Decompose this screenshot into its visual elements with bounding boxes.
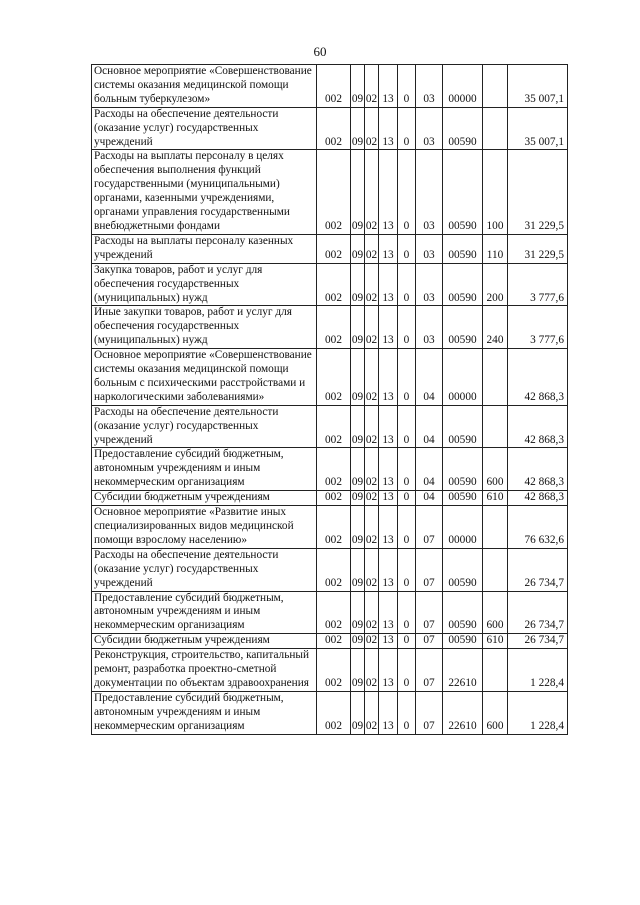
subprogram-code: 0 xyxy=(398,506,416,549)
subsection-code: 02 xyxy=(365,405,379,448)
section-code: 09 xyxy=(351,448,365,491)
program-code: 13 xyxy=(379,448,398,491)
program-code: 13 xyxy=(379,405,398,448)
subprogram-code: 0 xyxy=(398,448,416,491)
ministry-code: 002 xyxy=(317,349,351,406)
direction-code: 00000 xyxy=(443,506,483,549)
amount: 26 734,7 xyxy=(508,634,568,649)
program-code: 13 xyxy=(379,491,398,506)
ministry-code: 002 xyxy=(317,150,351,234)
event-code: 07 xyxy=(416,506,443,549)
program-code: 13 xyxy=(379,107,398,150)
event-code: 04 xyxy=(416,448,443,491)
subsection-code: 02 xyxy=(365,263,379,306)
expense-type-code xyxy=(483,548,508,591)
direction-code: 22610 xyxy=(443,691,483,734)
program-code: 13 xyxy=(379,263,398,306)
direction-code: 00590 xyxy=(443,150,483,234)
section-code: 09 xyxy=(351,491,365,506)
expense-type-code xyxy=(483,649,508,692)
section-code: 09 xyxy=(351,306,365,349)
table-row xyxy=(92,234,568,263)
ministry-code: 002 xyxy=(317,591,351,634)
amount: 26 734,7 xyxy=(508,591,568,634)
ministry-code: 002 xyxy=(317,691,351,734)
program-code: 13 xyxy=(379,65,398,108)
event-code: 03 xyxy=(416,65,443,108)
row-name: Расходы на выплаты персоналу в целях обеспечения выполнения функций государственными (муниципальными) органами, казенными учреждениями, органами управления государственными внебюджетными фондами xyxy=(92,150,317,234)
table-row xyxy=(92,506,568,549)
table-row xyxy=(92,691,568,734)
ministry-code: 002 xyxy=(317,234,351,263)
table-row xyxy=(92,107,568,150)
program-code: 13 xyxy=(379,150,398,234)
event-code: 03 xyxy=(416,150,443,234)
section-code: 09 xyxy=(351,548,365,591)
table-row xyxy=(92,448,568,491)
expense-type-code xyxy=(483,405,508,448)
subprogram-code: 0 xyxy=(398,548,416,591)
direction-code: 00590 xyxy=(443,548,483,591)
subprogram-code: 0 xyxy=(398,306,416,349)
subprogram-code: 0 xyxy=(398,405,416,448)
direction-code: 00590 xyxy=(443,491,483,506)
row-name: Иные закупки товаров, работ и услуг для обеспечения государственных (муниципальных) нужд xyxy=(92,306,317,349)
expense-type-code: 110 xyxy=(483,234,508,263)
table-row xyxy=(92,491,568,506)
program-code: 13 xyxy=(379,506,398,549)
subsection-code: 02 xyxy=(365,65,379,108)
section-code: 09 xyxy=(351,634,365,649)
direction-code: 00000 xyxy=(443,349,483,406)
subprogram-code: 0 xyxy=(398,150,416,234)
event-code: 03 xyxy=(416,107,443,150)
subprogram-code: 0 xyxy=(398,491,416,506)
amount: 3 777,6 xyxy=(508,263,568,306)
program-code: 13 xyxy=(379,234,398,263)
table-row xyxy=(92,349,568,406)
subprogram-code: 0 xyxy=(398,65,416,108)
expense-type-code xyxy=(483,506,508,549)
direction-code: 00590 xyxy=(443,263,483,306)
table-row xyxy=(92,65,568,108)
section-code: 09 xyxy=(351,649,365,692)
event-code: 07 xyxy=(416,548,443,591)
subprogram-code: 0 xyxy=(398,234,416,263)
subprogram-code: 0 xyxy=(398,634,416,649)
amount: 42 868,3 xyxy=(508,405,568,448)
section-code: 09 xyxy=(351,150,365,234)
direction-code: 00590 xyxy=(443,107,483,150)
table-row xyxy=(92,649,568,692)
expense-type-code xyxy=(483,65,508,108)
table-row xyxy=(92,150,568,234)
subprogram-code: 0 xyxy=(398,649,416,692)
direction-code: 22610 xyxy=(443,649,483,692)
subprogram-code: 0 xyxy=(398,691,416,734)
event-code: 07 xyxy=(416,634,443,649)
section-code: 09 xyxy=(351,65,365,108)
event-code: 04 xyxy=(416,349,443,406)
ministry-code: 002 xyxy=(317,448,351,491)
subsection-code: 02 xyxy=(365,150,379,234)
ministry-code: 002 xyxy=(317,306,351,349)
table-row xyxy=(92,548,568,591)
budget-table-body xyxy=(92,65,568,735)
event-code: 04 xyxy=(416,491,443,506)
ministry-code: 002 xyxy=(317,491,351,506)
program-code: 13 xyxy=(379,634,398,649)
subsection-code: 02 xyxy=(365,691,379,734)
subsection-code: 02 xyxy=(365,634,379,649)
section-code: 09 xyxy=(351,107,365,150)
ministry-code: 002 xyxy=(317,107,351,150)
amount: 76 632,6 xyxy=(508,506,568,549)
amount: 42 868,3 xyxy=(508,448,568,491)
event-code: 03 xyxy=(416,306,443,349)
expense-type-code: 100 xyxy=(483,150,508,234)
subprogram-code: 0 xyxy=(398,349,416,406)
ministry-code: 002 xyxy=(317,65,351,108)
expense-type-code: 200 xyxy=(483,263,508,306)
event-code: 07 xyxy=(416,591,443,634)
direction-code: 00590 xyxy=(443,591,483,634)
subprogram-code: 0 xyxy=(398,263,416,306)
section-code: 09 xyxy=(351,263,365,306)
amount: 1 228,4 xyxy=(508,691,568,734)
table-row xyxy=(92,405,568,448)
amount: 35 007,1 xyxy=(508,107,568,150)
table-row xyxy=(92,634,568,649)
subsection-code: 02 xyxy=(365,349,379,406)
amount: 31 229,5 xyxy=(508,150,568,234)
row-name: Расходы на обеспечение деятельности (оказание услуг) государственных учреждений xyxy=(92,107,317,150)
row-name: Предоставление субсидий бюджетным, автономным учреждениям и иным некоммерческим организациям xyxy=(92,691,317,734)
expense-type-code: 240 xyxy=(483,306,508,349)
direction-code: 00590 xyxy=(443,448,483,491)
row-name: Предоставление субсидий бюджетным, автономным учреждениям и иным некоммерческим организациям xyxy=(92,591,317,634)
amount: 35 007,1 xyxy=(508,65,568,108)
ministry-code: 002 xyxy=(317,263,351,306)
subsection-code: 02 xyxy=(365,448,379,491)
subsection-code: 02 xyxy=(365,506,379,549)
section-code: 09 xyxy=(351,405,365,448)
amount: 31 229,5 xyxy=(508,234,568,263)
amount: 26 734,7 xyxy=(508,548,568,591)
section-code: 09 xyxy=(351,349,365,406)
ministry-code: 002 xyxy=(317,649,351,692)
direction-code: 00590 xyxy=(443,306,483,349)
row-name: Субсидии бюджетным учреждениям xyxy=(92,491,317,506)
subsection-code: 02 xyxy=(365,591,379,634)
amount: 3 777,6 xyxy=(508,306,568,349)
row-name: Основное мероприятие «Совершенствование системы оказания медицинской помощи больным с психическими расстройствами и наркологическими заболеваниями» xyxy=(92,349,317,406)
amount: 42 868,3 xyxy=(508,491,568,506)
section-code: 09 xyxy=(351,506,365,549)
row-name: Реконструкция, строительство, капитальный ремонт, разработка проектно-сметной документации по объектам здравоохранения xyxy=(92,649,317,692)
table-row xyxy=(92,306,568,349)
section-code: 09 xyxy=(351,234,365,263)
expense-type-code: 600 xyxy=(483,591,508,634)
row-name: Основное мероприятие «Развитие иных специализированных видов медицинской помощи взрослому населению» xyxy=(92,506,317,549)
amount: 1 228,4 xyxy=(508,649,568,692)
ministry-code: 002 xyxy=(317,405,351,448)
direction-code: 00590 xyxy=(443,234,483,263)
program-code: 13 xyxy=(379,591,398,634)
expense-type-code xyxy=(483,107,508,150)
direction-code: 00590 xyxy=(443,634,483,649)
program-code: 13 xyxy=(379,691,398,734)
event-code: 03 xyxy=(416,263,443,306)
page-number: 60 xyxy=(313,44,327,59)
subsection-code: 02 xyxy=(365,649,379,692)
row-name: Закупка товаров, работ и услуг для обеспечения государственных (муниципальных) нужд xyxy=(92,263,317,306)
program-code: 13 xyxy=(379,649,398,692)
subprogram-code: 0 xyxy=(398,591,416,634)
ministry-code: 002 xyxy=(317,634,351,649)
subsection-code: 02 xyxy=(365,306,379,349)
ministry-code: 002 xyxy=(317,548,351,591)
direction-code: 00590 xyxy=(443,405,483,448)
section-code: 09 xyxy=(351,691,365,734)
ministry-code: 002 xyxy=(317,506,351,549)
section-code: 09 xyxy=(351,591,365,634)
expense-type-code: 610 xyxy=(483,634,508,649)
budget-table xyxy=(91,64,568,735)
row-name: Основное мероприятие «Совершенствование системы оказания медицинской помощи больным туберкулезом» xyxy=(92,65,317,108)
direction-code: 00000 xyxy=(443,65,483,108)
event-code: 04 xyxy=(416,405,443,448)
event-code: 07 xyxy=(416,691,443,734)
subsection-code: 02 xyxy=(365,548,379,591)
subprogram-code: 0 xyxy=(398,107,416,150)
row-name: Субсидии бюджетным учреждениям xyxy=(92,634,317,649)
program-code: 13 xyxy=(379,306,398,349)
event-code: 07 xyxy=(416,649,443,692)
expense-type-code: 610 xyxy=(483,491,508,506)
table-row xyxy=(92,591,568,634)
event-code: 03 xyxy=(416,234,443,263)
subsection-code: 02 xyxy=(365,107,379,150)
expense-type-code: 600 xyxy=(483,448,508,491)
expense-type-code xyxy=(483,349,508,406)
amount: 42 868,3 xyxy=(508,349,568,406)
row-name: Расходы на выплаты персоналу казенных учреждений xyxy=(92,234,317,263)
row-name: Расходы на обеспечение деятельности (оказание услуг) государственных учреждений xyxy=(92,548,317,591)
row-name: Предоставление субсидий бюджетным, автономным учреждениям и иным некоммерческим организациям xyxy=(92,448,317,491)
row-name: Расходы на обеспечение деятельности (оказание услуг) государственных учреждений xyxy=(92,405,317,448)
program-code: 13 xyxy=(379,349,398,406)
program-code: 13 xyxy=(379,548,398,591)
subsection-code: 02 xyxy=(365,234,379,263)
table-row xyxy=(92,263,568,306)
expense-type-code: 600 xyxy=(483,691,508,734)
subsection-code: 02 xyxy=(365,491,379,506)
